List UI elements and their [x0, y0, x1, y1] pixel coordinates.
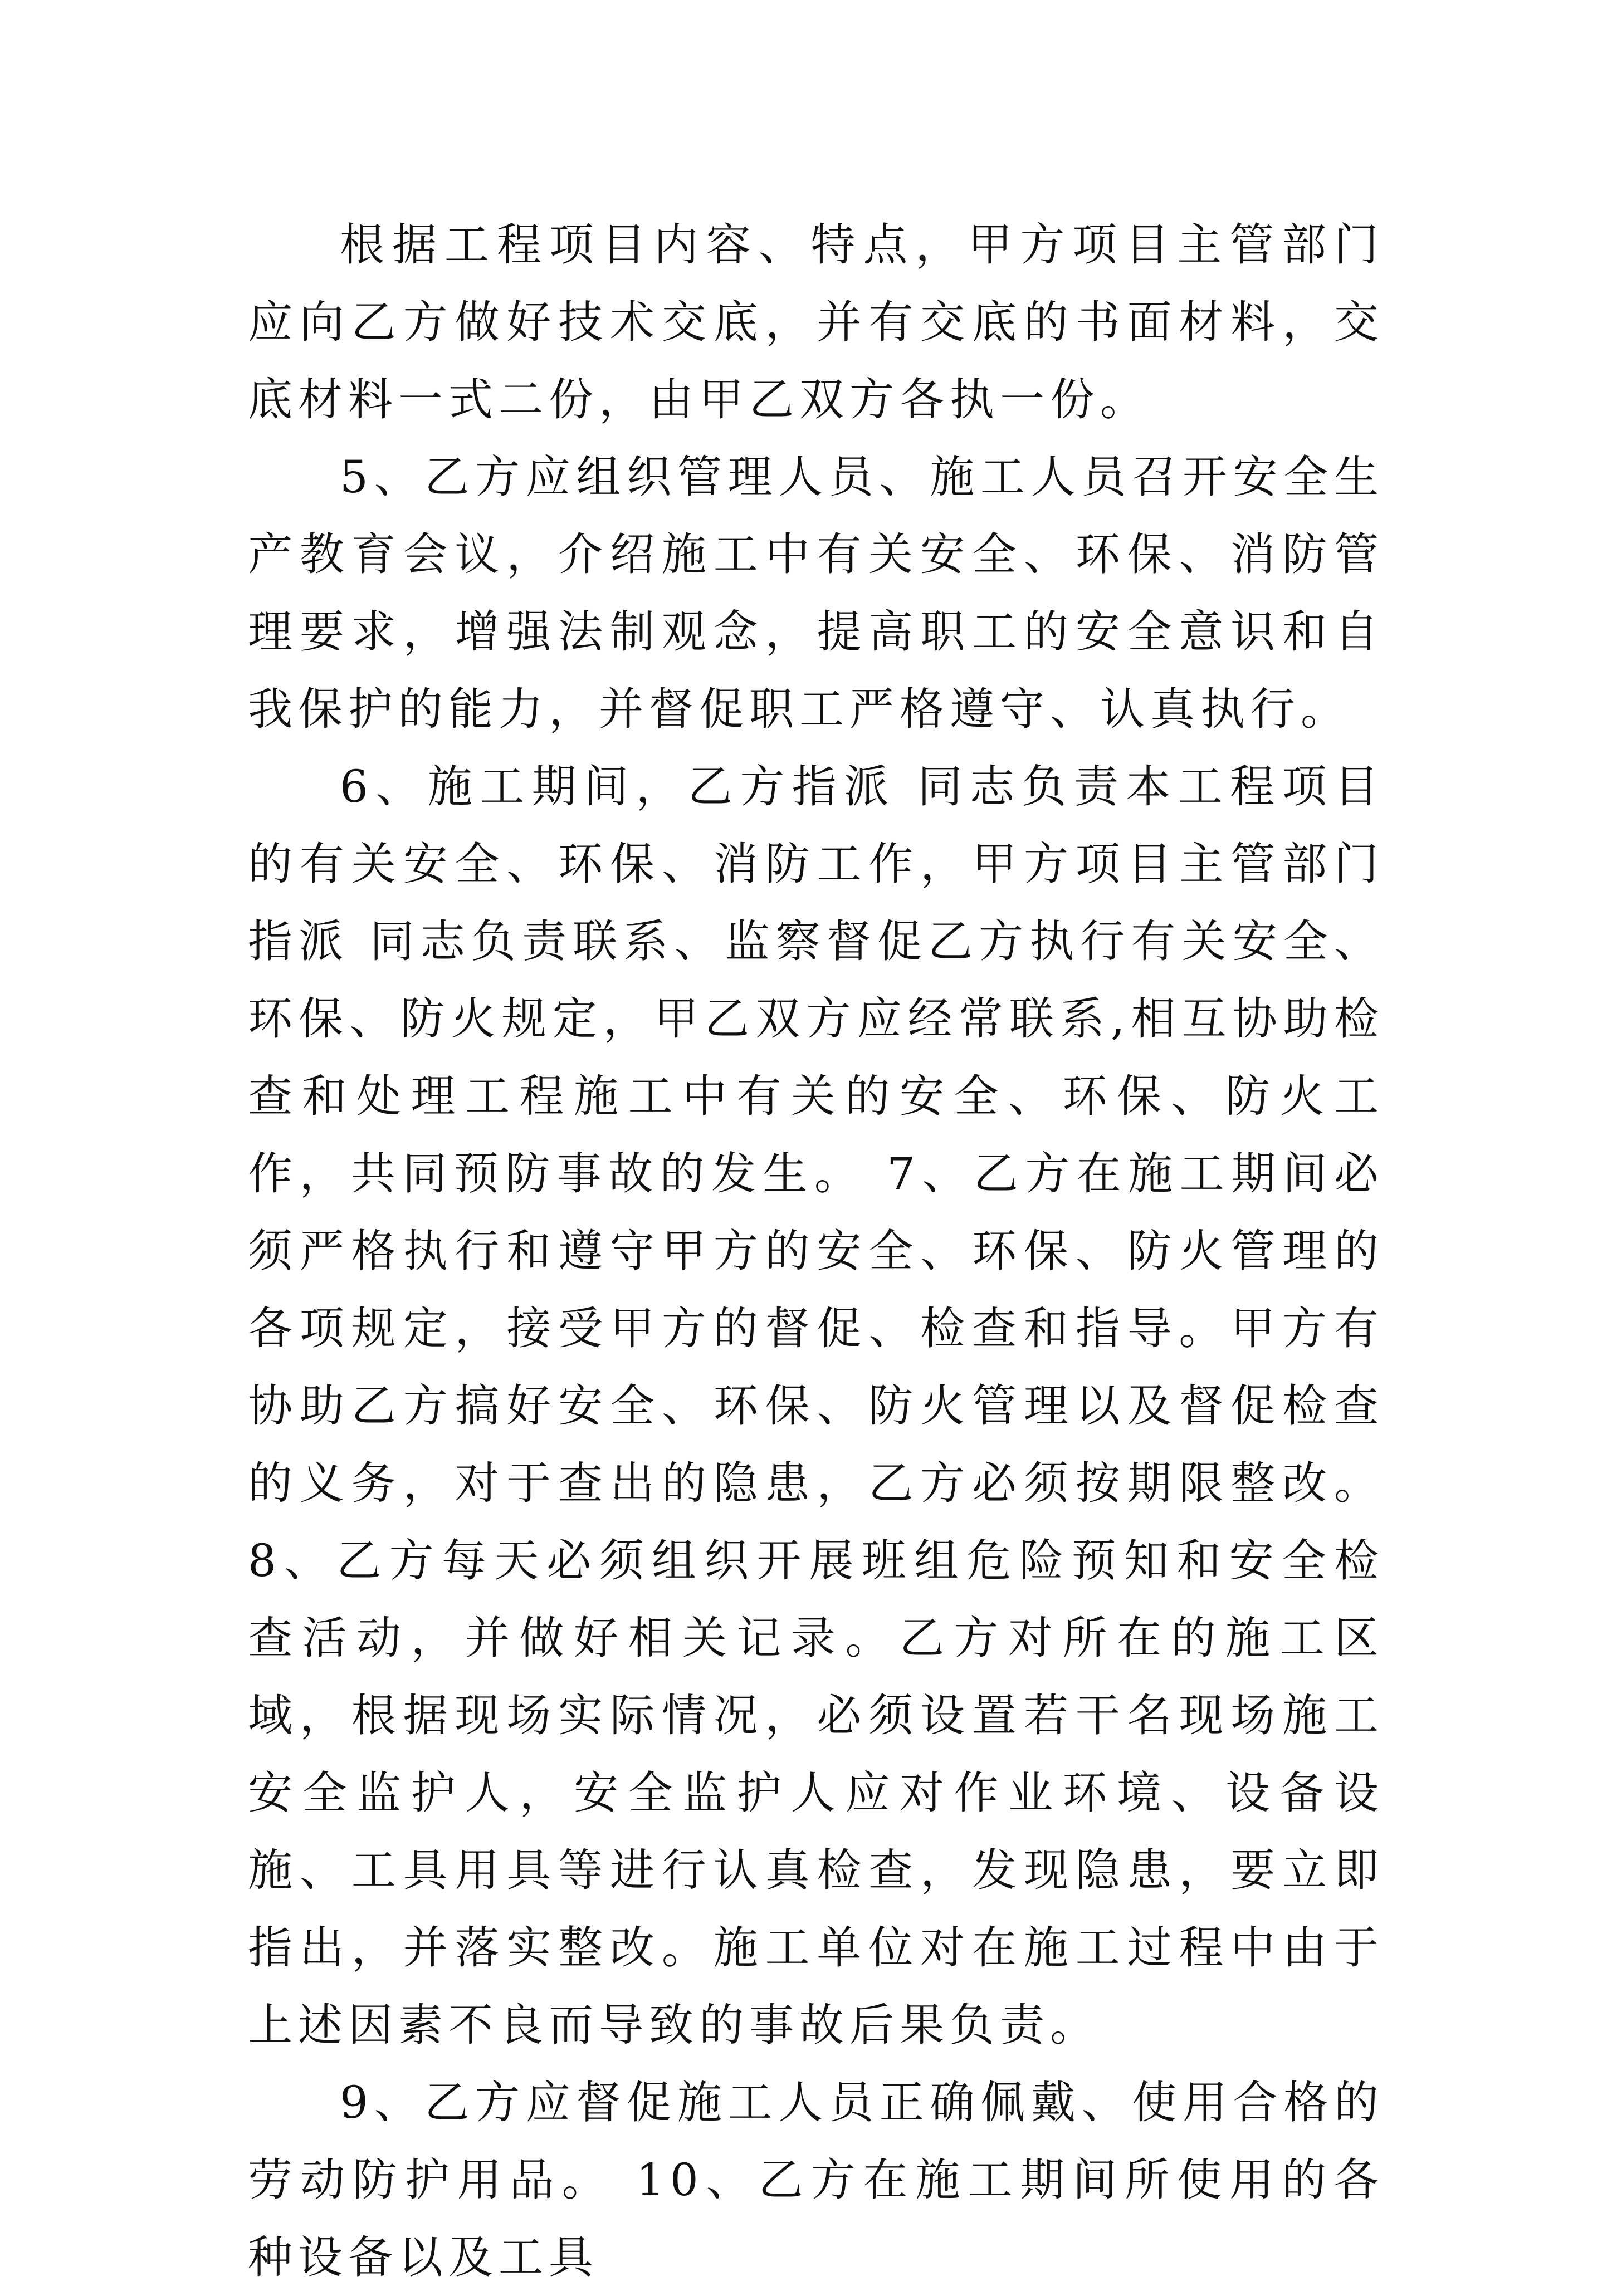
document-body [248, 206, 1384, 2296]
paragraph-technical-briefing: 根据工程项目内容、特点，甲方项目主管部门应向乙方做好技术交底，并有交底的书面材料，交底材料一式二份，由甲乙双方各执一份。 [248, 219, 1384, 425]
paragraph-items-9-10: 9、乙方应督促施工人员正确佩戴、使用合格的劳动防护用品。 10、乙方在施工期间所使用的各种设备以及工具 [248, 2077, 1384, 2283]
paragraph-item-5: 5、乙方应组织管理人员、施工人员召开安全生产教育会议，介绍施工中有关安全、环保、消防管理要求，增强法制观念，提高职工的安全意识和自我保护的能力，并督促职工严格遵守、认真执行。 [248, 451, 1384, 735]
paragraph-items-6-8: 6、施工期间，乙方指派 同志负责本工程项目的有关安全、环保、消防工作，甲方项目主管部门指派 同志负责联系、监察督促乙方执行有关安全、环保、防火规定，甲乙双方应经常联系,相互协助检查和处理工程施工中有关的安全、环保、防火工作，共同预防事故的发生。 7、乙方在施工期间必须严格执行和遵守甲方的安全、环保、防火管理的各项规定，接受甲方的督促、检查和指导。甲方有协助乙方搞好安全、环保、防火管理以及督促检查的义务，对于查出的隐患，乙方必须按期限整改。 8、乙方每天必须组织开展班组危险预知和安全检查活动，并做好相关记录。乙方对所在的施工区域，根据现场实际情况，必须设置若干名现场施工安全监护人，安全监护人应对作业环境、设备设施、工具用具等进行认真检查，发现隐患，要立即指出，并落实整改。施工单位对在施工过程中由于上述因素不良而导致的事故后果负责。 [248, 761, 1384, 2051]
